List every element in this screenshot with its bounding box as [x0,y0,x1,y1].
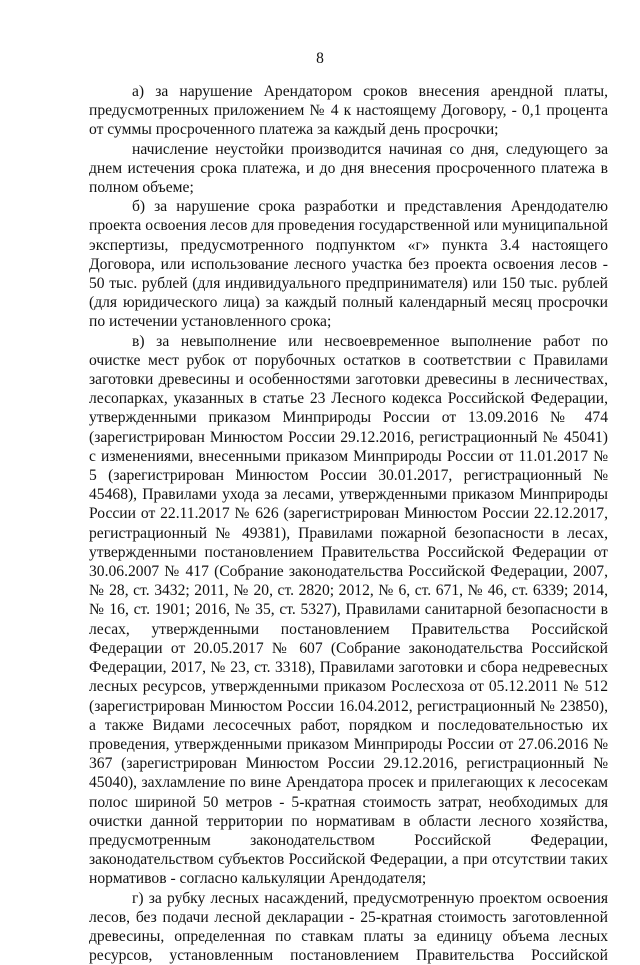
paragraph-a: а) за нарушение Арендатором сроков внесения арендной платы, предусмотренных приложением № 4 к настоящему Договору, - 0,1 процента от суммы просроченного платежа за каждый день просрочки; [89,83,608,139]
document-body [89,82,608,965]
paragraph-v: в) за невыполнение или несвоевременное выполнение работ по очистке мест рубок от порубочных остатков в соответствии с Правилами заготовки древесины и особенностями заготовки древесины в лесничествах, лесопарках, указанных в статье 23 Лесного кодекса Российской Федерации, утвержденными приказом Минприроды России от 13.09.2016 № 474 (зарегистрирован Минюстом России 29.12.2016, регистрационный № 45041) с изменениями, внесенными приказом Минприроды России от 11.01.2017 № 5 (зарегистрирован Минюстом России 30.01.2017, регистрационный № 45468), Правилами ухода за лесами, утвержденными приказом Минприроды России от 22.11.2017 № 626 (зарегистрирован Минюстом России 22.12.2017, регистрационный № 49381), Правилами пожарной безопасности в лесах, утвержденными постановлением Правительства Российской Федерации от 30.06.2007 № 417 (Собрание законодательства Российской Федерации, 2007, № 28, ст. 3432; 2011, № 20, ст. 2820; 2012, № 6, ст. 671, № 46, ст. 6339; 2014, № 16, ст. 1901; 2016, № 35, ст. 5327), Правилами санитарной безопасности в лесах, утвержденными постановлением Правительства Российской Федерации от 20.05.2017 № 607 (Собрание законодательства Российской Федерации, 2017, № 23, ст. 3318), Правилами заготовки и сбора недревесных лесных ресурсов, утвержденными приказом Рослесхоза от 05.12.2011 № 512 (зарегистрирован Минюстом России 16.04.2012, регистрационный № 23850), а также Видами лесосечных работ, порядком и последовательностью их проведения, утвержденными приказом Минприроды России от 27.06.2016 № 367 (зарегистрирован Минюстом России 29.12.2016, регистрационный № 45040), захламление по вине Арендатора просек и прилегающих к лесосекам полос шириной 50 метров - 5-кратная стоимость затрат, необходимых для очистки данной территории по нормативам в области лесного хозяйства, предусмотренным законодательством Российской Федерации, законодательством субъектов Российской Федерации, а при отсутствии таких нормативов - согласно калькуляции Арендодателя; [89,332,608,888]
page-number: 8 [316,50,324,67]
paragraph-b: б) за нарушение срока разработки и представления Арендодателю проекта освоения лесов для проведения государственной или муниципальной экспертизы, предусмотренного подпунктом «г» пункта 3.4 настоящего Договора, или использование лесного участка без проекта освоения лесов - 50 тыс. рублей (для индивидуального предпринимателя) или 150 тыс. рублей (для юридического лица) за каждый полный календарный месяц просрочки по истечении установленного срока; [89,198,608,331]
paragraph-g: г) за рубку лесных насаждений, предусмотренную проектом освоения лесов, без подачи лесной декларации - 25-кратная стоимость заготовленной древесины, определенная по ставкам платы за единицу объема лесных ресурсов, установленным постановлением Правительства Российской [89,889,608,965]
paragraph-penalty-accrual: начисление неустойки производится начиная со дня, следующего за днем истечения срока платежа, и до дня внесения просроченного платежа в полном объеме; [89,140,608,197]
